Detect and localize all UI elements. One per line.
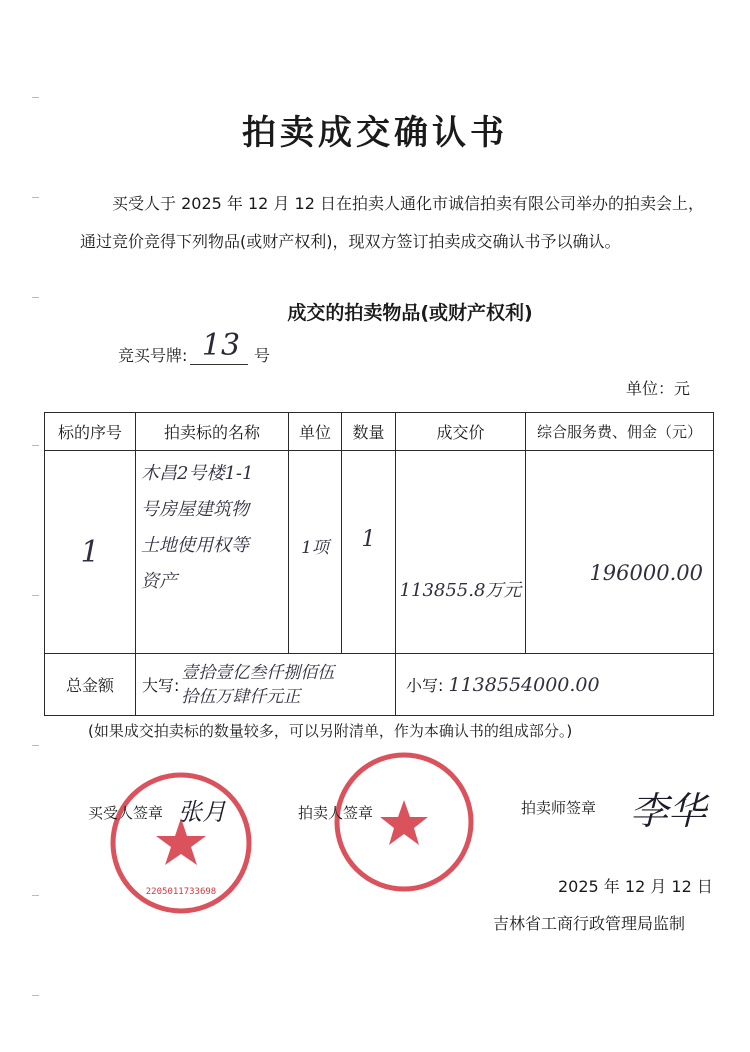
bid-number-suffix: 号 xyxy=(254,346,271,365)
bid-number-label: 竞买号牌: xyxy=(118,346,188,365)
total-lower-cell xyxy=(396,654,714,716)
item-quantity: 1 xyxy=(361,527,376,552)
item-price-cell xyxy=(396,451,526,654)
section-subtitle: 成交的拍卖物品(或财产权利) xyxy=(287,302,533,324)
item-price: 113855.8万元 xyxy=(399,580,522,601)
item-name-line: 土地使用权等 xyxy=(141,535,249,556)
auction-master-signature: 李华 xyxy=(630,789,707,833)
margin-mark xyxy=(32,445,39,446)
unit-note: 单位：元 xyxy=(626,379,691,398)
header-cell: 成交价 xyxy=(396,413,526,451)
document-date: 2025 年 12 月 12 日 xyxy=(558,877,713,896)
margin-mark xyxy=(32,895,39,896)
item-name-line: 资产 xyxy=(141,571,177,592)
bid-number-value: 13 xyxy=(201,328,241,363)
item-name-cell xyxy=(136,451,289,654)
buyer-signature-label: 买受人签章 xyxy=(88,804,164,822)
buyer-seal-code: 2205011733698 xyxy=(145,887,217,897)
header-cell: 拍卖标的名称 xyxy=(136,413,289,451)
header-cell: 标的序号 xyxy=(45,413,136,451)
margin-mark xyxy=(32,595,39,596)
margin-mark xyxy=(32,197,39,198)
total-lower-label: 小写: xyxy=(406,676,444,695)
total-row xyxy=(45,654,714,716)
item-name-line: 木昌2号楼1-1 xyxy=(141,463,254,484)
item-quantity-cell xyxy=(342,451,396,654)
item-fee-cell xyxy=(526,451,714,654)
auctioneer-signature-label: 拍卖人签章 xyxy=(298,804,374,822)
table-header-row xyxy=(45,413,714,451)
header-cell: 数量 xyxy=(342,413,396,451)
total-upper-label: 大写: xyxy=(142,676,180,695)
buyer-signature: 张月 xyxy=(178,798,226,826)
supervisor-text: 吉林省工商行政管理局监制 xyxy=(493,914,686,933)
document-title: 拍卖成交确认书 xyxy=(242,113,508,153)
total-upper-cell xyxy=(136,654,396,716)
margin-mark xyxy=(32,745,39,746)
bid-number-underline xyxy=(190,364,248,365)
header-cell: 单位 xyxy=(289,413,342,451)
item-unit-cell xyxy=(289,451,342,654)
item-fee: 196000.00 xyxy=(589,561,703,585)
intro-paragraph: 买受人于 2025 年 12 月 12 日在拍卖人通化市诚信拍卖有限公司举办的拍卖会上，通过竞价竞得下列物品(或财产权利)，现双方签订拍卖成交确认书予以确认。 xyxy=(80,194,704,251)
margin-mark xyxy=(32,995,39,996)
auction-master-signature-label: 拍卖师签章 xyxy=(521,799,597,817)
item-unit: 1项 xyxy=(301,538,329,558)
margin-mark xyxy=(32,97,39,98)
note-text: (如果成交拍卖标的数量较多，可以另附清单，作为本确认书的组成部分。) xyxy=(88,722,573,740)
item-name-line: 号房屋建筑物 xyxy=(141,499,249,520)
items-table xyxy=(44,412,714,716)
total-label: 总金额 xyxy=(45,654,136,716)
table-row xyxy=(45,451,714,654)
item-index xyxy=(45,451,136,654)
total-lower-value: 1138554000.00 xyxy=(448,674,600,696)
total-upper-line: 壹拾壹亿叁仟捌佰伍 xyxy=(181,662,335,683)
header-cell: 综合服务费、佣金（元） xyxy=(526,413,714,451)
item-index-value: 1 xyxy=(80,534,100,570)
total-upper-line: 拾伍万肆仟元正 xyxy=(181,686,301,707)
